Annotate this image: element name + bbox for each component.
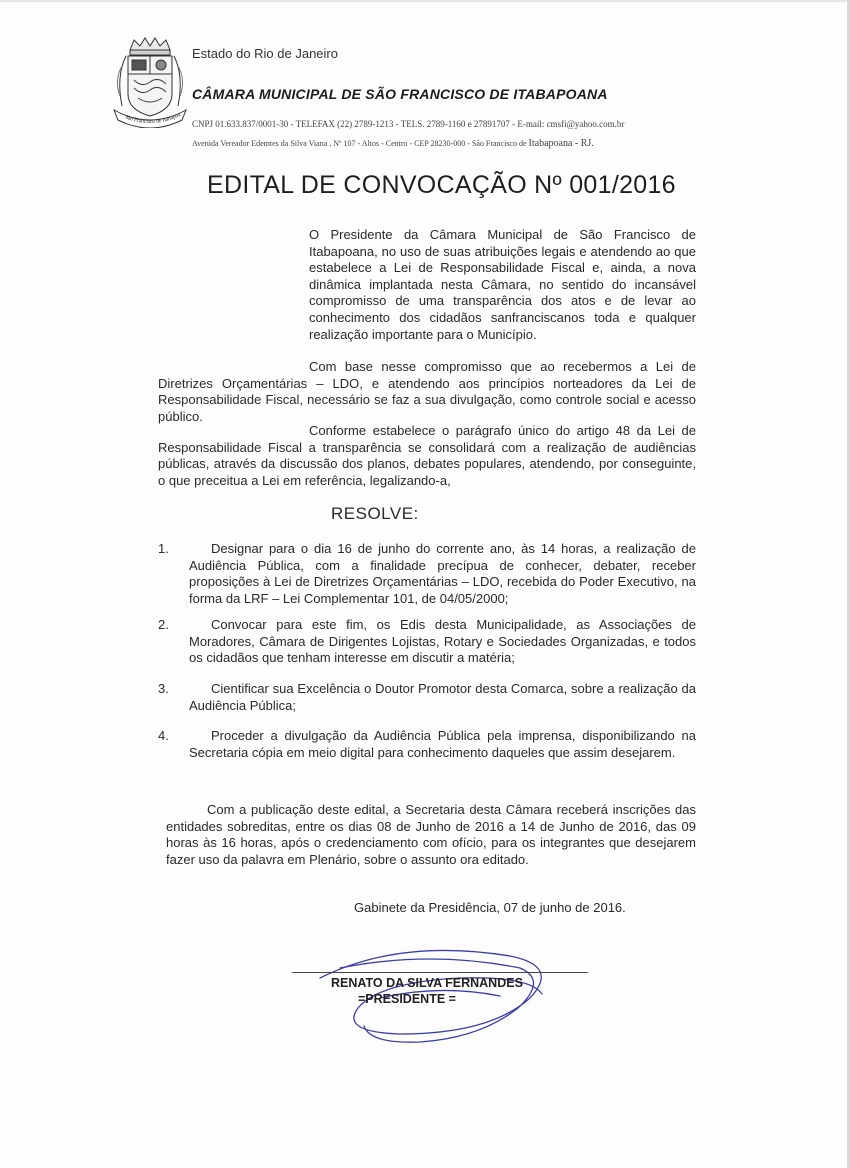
state-name: Estado do Rio de Janeiro (192, 46, 338, 61)
date-line: Gabinete da Presidência, 07 de junho de 2016. (354, 900, 626, 915)
address-city: Itabapoana - RJ. (528, 138, 594, 149)
contact-line: CNPJ 01.633.837/0001-30 - TELEFAX (22) 2789-1213 - TELS. 2789-1160 e 27891707 - E-mail: cmsfi@yahoo.com.br (192, 119, 625, 129)
address-line (192, 138, 594, 149)
list-item-number: 4. (158, 728, 169, 743)
municipal-crest-icon (112, 36, 188, 128)
crest-ribbon-text: São Francisco de Itabapoa (123, 111, 182, 126)
signatory-name: RENATO DA SILVA FERNANDES (331, 976, 523, 990)
list-item-text: Cientificar sua Excelência o Doutor Promotor desta Comarca, sobre a realização da Audiência Pública; (189, 681, 696, 713)
list-item (158, 728, 696, 761)
paragraph-preamble: O Presidente da Câmara Municipal de São Francisco de Itabapoana, no uso de suas atribuições legais e atendendo ao que estabelece a Lei de Responsabilidade Fiscal e, ainda, a nova dinâmica implantada nesta Câmara, no sentido do incansável compromisso de uma transparência dos atos e de levar ao conhecimento dos cidadãos sanfranciscanos toda e qualquer realização importante para o Município. (309, 227, 696, 342)
document-title: EDITAL DE CONVOCAÇÃO Nº 001/2016 (207, 171, 676, 199)
paragraph-transparency: Conforme estabelece o parágrafo único do artigo 48 da Lei de Responsabilidade Fiscal a transparência se consolidará com a realização de audiências públicas, através da discussão dos planos, debates populares, atendendo, por conseguinte, o que preceitua a Lei em referência, legalizando-a, (158, 423, 696, 488)
closing-paragraph: Com a publicação deste edital, a Secretaria desta Câmara receberá inscrições das entidades sobreditas, entre os dias 08 de Junho de 2016 a 14 de Junho de 2016, das 09 horas às 16 horas, após o credenciamento com ofício, para os integrantes que desejarem fazer uso da palavra em Plenário, sobre o assunto ora editado. (166, 802, 696, 867)
list-item-number: 3. (158, 681, 169, 696)
chamber-name: CÂMARA MUNICIPAL DE SÃO FRANCISCO DE ITABAPOANA (192, 86, 608, 102)
list-item (158, 617, 696, 667)
list-item (158, 541, 696, 607)
list-item (158, 681, 696, 714)
list-item-number: 1. (158, 541, 169, 556)
list-item-number: 2. (158, 617, 169, 632)
page-edge-top (0, 0, 850, 2)
list-item-text: Proceder a divulgação da Audiência Pública pela imprensa, disponibilizando na Secretaria cópia em meio digital para conhecimento daqueles que assim desejarem. (189, 728, 696, 760)
list-item-text: Designar para o dia 16 de junho do corrente ano, às 14 horas, a realização de Audiência Pública, com a finalidade precípua de conhecer, debater, receber proposições à Lei de Diretrizes Orçamentárias – LDO, recebida do Poder Executivo, na forma da LRF – Lei Complementar 101, de 04/05/2000; (189, 541, 696, 606)
address-street: Avenida Vereador Edemtes da Silva Viana , Nº 107 - Altos - Centro - CEP 28230-000 - São Francisco de (192, 139, 527, 148)
list-item-text: Convocar para este fim, os Edis desta Municipalidade, as Associações de Moradores, Câmara de Dirigentes Lojistas, Rotary e Sociedades Organizadas, e todos os cidadãos que tenham interesse em discutir a matéria; (189, 617, 696, 666)
signatory-role: =PRESIDENTE = (358, 992, 456, 1006)
resolve-heading: RESOLVE: (331, 504, 419, 523)
signature-line (292, 972, 588, 973)
paragraph-ldo: Com base nesse compromisso que ao recebermos a Lei de Diretrizes Orçamentárias – LDO, e atendendo aos princípios norteadores da Lei de Responsabilidade Fiscal, necessário se faz a sua divulgação, como controle social e acesso público. (158, 359, 696, 424)
